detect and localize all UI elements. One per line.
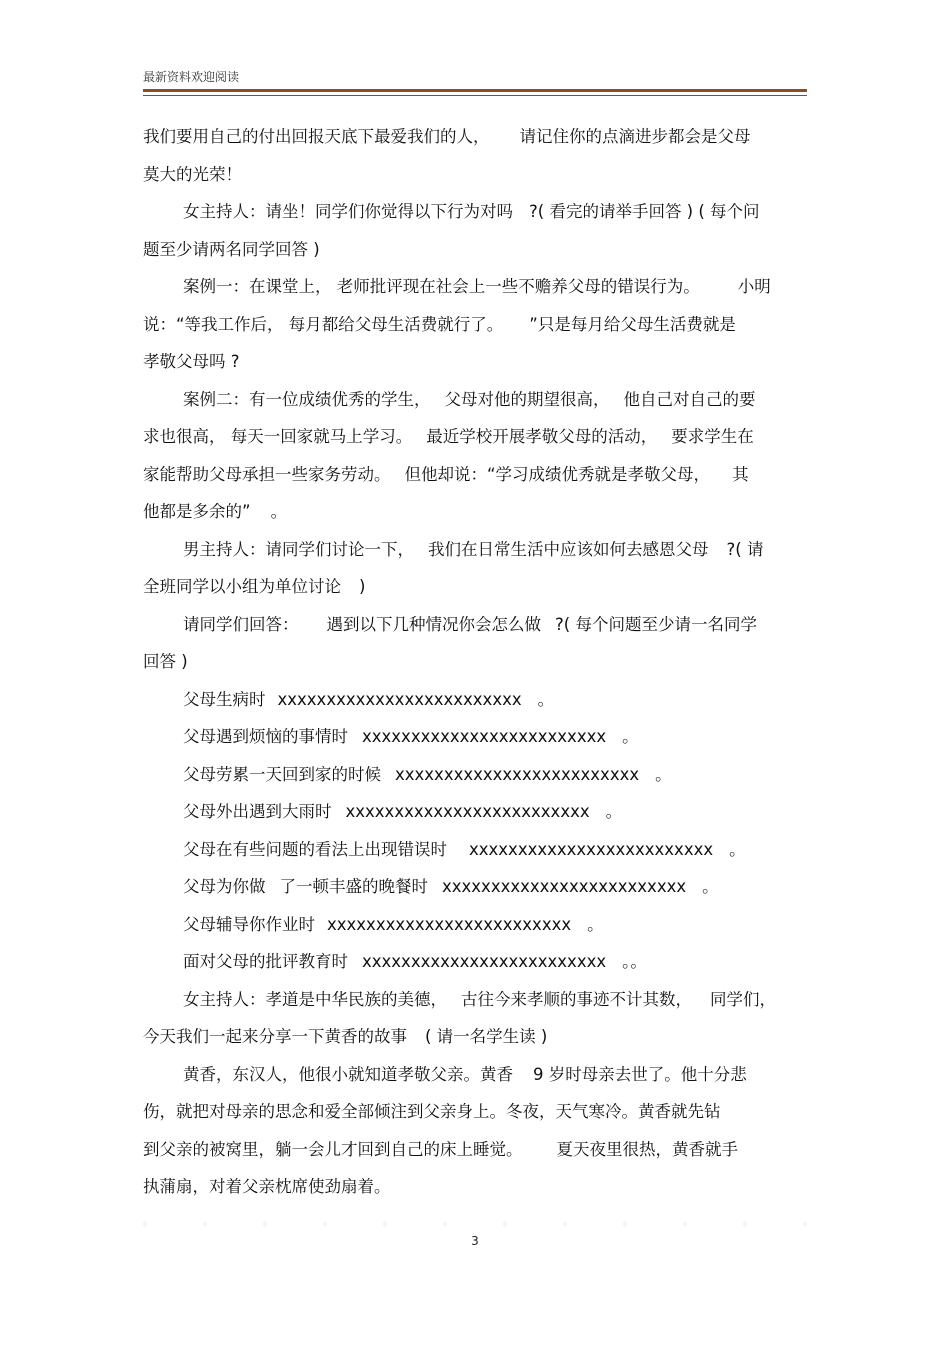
text-line: 全班同学以小组为单位讨论 ) xyxy=(143,577,366,596)
text-line: 父母劳累一天回到家的时候 xxxxxxxxxxxxxxxxxxxxxxxxx 。 xyxy=(183,764,672,784)
text-line: 父母辅导你作业时 xxxxxxxxxxxxxxxxxxxxxxxxx 。 xyxy=(183,914,604,934)
text-line: 黄香，东汉人，他很小就知道孝敬父亲。黄香 9 岁时母亲去世了。他十分悲 xyxy=(183,1064,747,1084)
text-line: 我们要用自己的付出回报天底下最爱我们的人， 请记住你的点滴进步都会是父母 xyxy=(143,127,751,146)
text-line: 说：“等我工作后， 每月都给父母生活费就行了。 ”只是每月给父母生活费就是 xyxy=(143,314,736,334)
text-line: 面对父母的批评教育时 xxxxxxxxxxxxxxxxxxxxxxxxx 。。 xyxy=(183,952,647,971)
text-line: 父母为你做 了一顿丰盛的晚餐时 xxxxxxxxxxxxxxxxxxxxxxxxx 。 xyxy=(183,877,719,896)
page-number: 3 xyxy=(471,1234,479,1248)
text-line: 伤，就把对母亲的思念和爱全部倾注到父亲身上。冬夜，天气寒冷。黄香就先钻 xyxy=(143,1102,721,1121)
text-line: 父母在有些问题的看法上出现错误时 xxxxxxxxxxxxxxxxxxxxxxxxx 。 xyxy=(183,839,746,859)
text-line: 回答 ) xyxy=(143,652,188,671)
text-line: 到父亲的被窝里，躺一会儿才回到自己的床上睡觉。 夏天夜里很热，黄香就手 xyxy=(143,1139,738,1159)
header-rule xyxy=(143,89,807,92)
text-line: 男主持人：请同学们讨论一下， 我们在日常生活中应该如何去感恩父母 ?( 请 xyxy=(183,539,764,559)
text-line: 孝敬父母吗 ? xyxy=(143,352,240,371)
text-line: 请同学们回答： 遇到以下几种情况你会怎么做 ?( 每个问题至少请一名同学 xyxy=(183,614,757,634)
text-line: 女主持人：孝道是中华民族的美德， 古往今来孝顺的事迹不计其数， 同学们， xyxy=(183,989,776,1009)
text-line: 家能帮助父母承担一些家务劳动。 但他却说：“学习成绩优秀就是孝敬父母， 其 xyxy=(143,464,749,484)
text-line: 求也很高， 每天一回家就马上学习。 最近学校开展孝敬父母的活动， 要求学生在 xyxy=(143,427,754,446)
text-line: 父母遇到烦恼的事情时 xxxxxxxxxxxxxxxxxxxxxxxxx 。 xyxy=(183,727,639,746)
text-line: 父母生病时 xxxxxxxxxxxxxxxxxxxxxxxxx 。 xyxy=(183,689,555,709)
text-line: 今天我们一起来分享一下黄香的故事 ( 请一名学生读 ) xyxy=(143,1027,548,1046)
text-line: 父母外出遇到大雨时 xxxxxxxxxxxxxxxxxxxxxxxxx 。 xyxy=(183,802,623,821)
text-line: 莫大的光荣！ xyxy=(143,164,242,184)
body-text xyxy=(143,118,807,1206)
text-line: 他都是多余的” 。 xyxy=(143,502,288,521)
faded-text-line xyxy=(143,1222,807,1226)
header-rule-thin xyxy=(143,95,807,96)
text-line: 题至少请两名同学回答 ) xyxy=(143,239,320,259)
page-header: 最新资料欢迎阅读 xyxy=(143,70,240,84)
text-line: 女主持人：请坐！同学们你觉得以下行为对吗 ?( 看完的请举手回答 ) ( 每个问 xyxy=(183,202,760,221)
text-line: 案例二：有一位成绩优秀的学生， 父母对他的期望很高， 他自己对自己的要 xyxy=(183,389,756,409)
text-line: 执蒲扇，对着父亲枕席使劲扇着。 xyxy=(143,1177,391,1196)
text-line: 案例一：在课堂上， 老师批评现在社会上一些不赡养父母的错误行为。 小明 xyxy=(183,277,771,296)
